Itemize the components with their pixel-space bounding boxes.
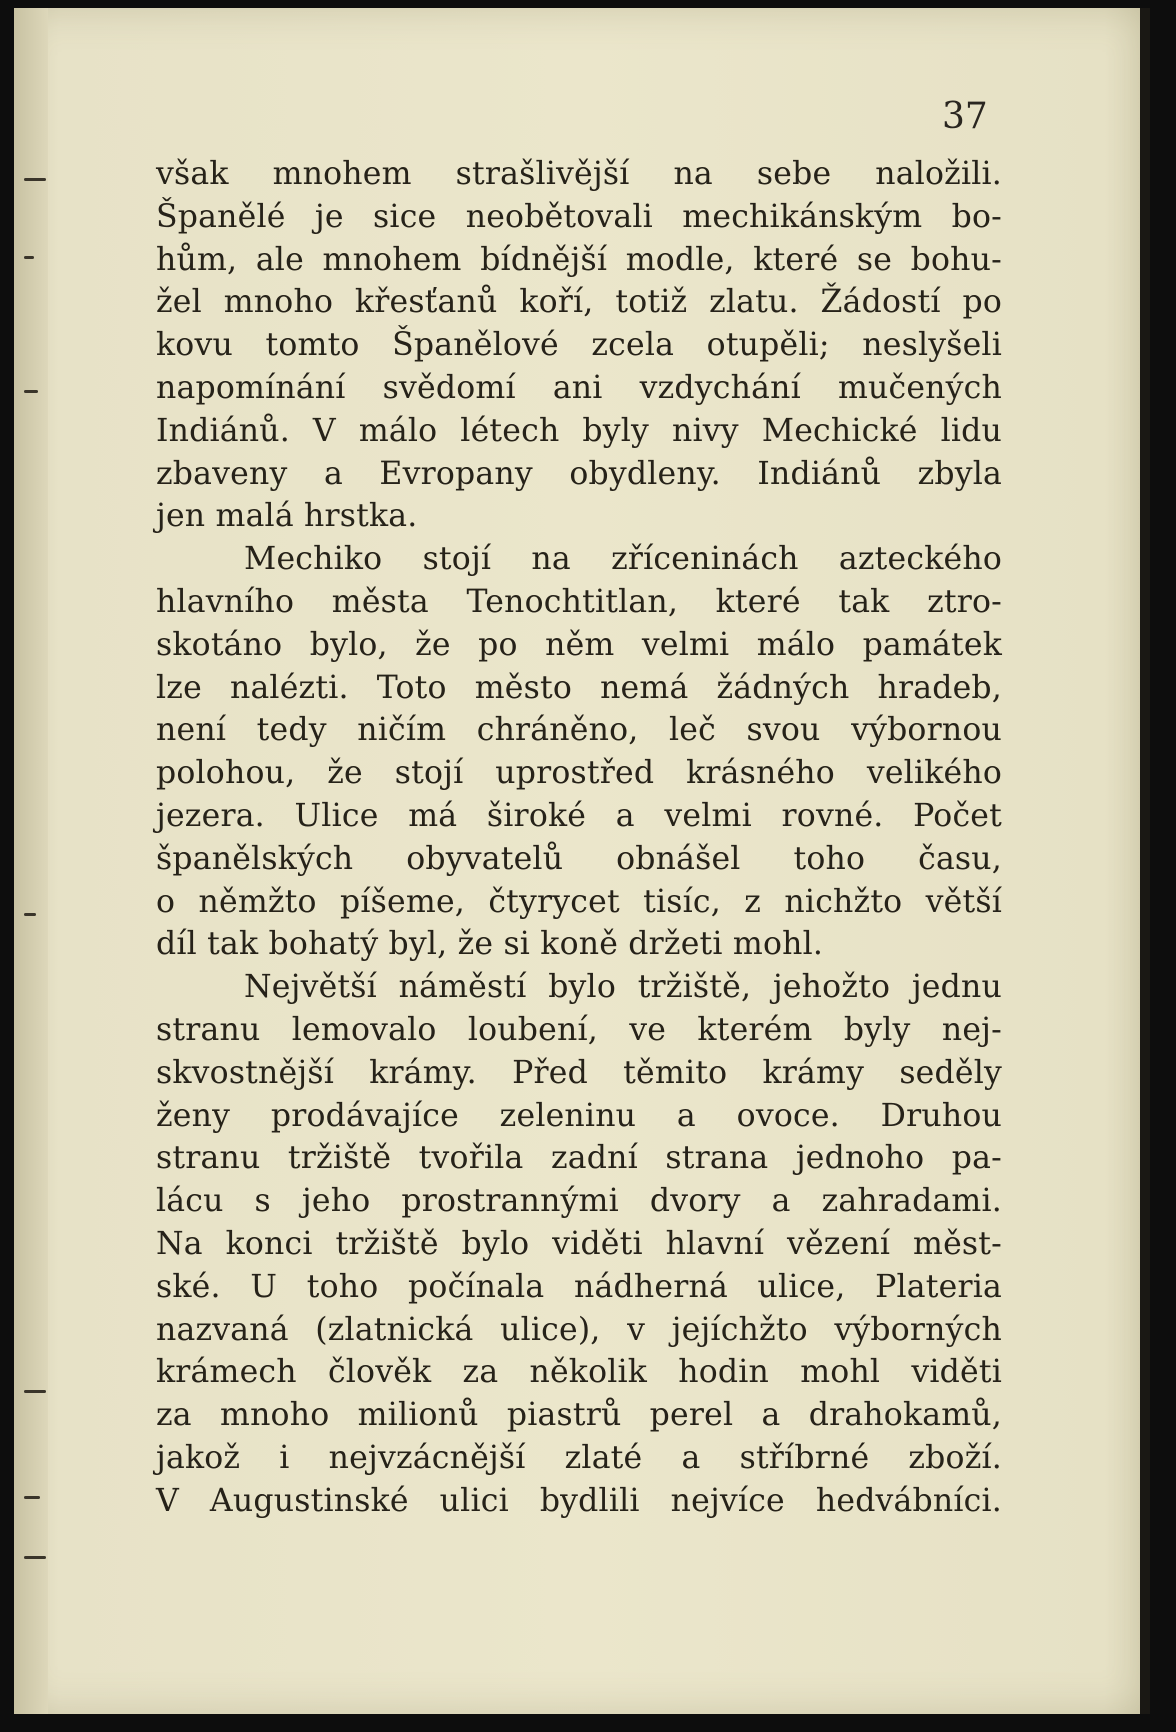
text-line: kovu tomto Španělové zcela otupěli; neslyšeli <box>156 327 1002 364</box>
page-number: 37 <box>942 96 988 137</box>
text-line: stranu lemovalo loubení, ve kterém byly nej- <box>156 1011 1002 1048</box>
text-line: hům, ale mnohem bídnější modle, které se bohu- <box>156 241 1002 278</box>
text-line: ženy prodávajíce zeleninu a ovoce. Druhou <box>156 1097 1002 1134</box>
binding-mark <box>24 256 34 259</box>
text-line: za mnoho milionů piastrů perel a drahokamů, <box>156 1397 1002 1434</box>
text-line: ské. U toho počínala nádherná ulice, Plateria <box>156 1268 1002 1305</box>
binding-mark <box>24 1556 46 1559</box>
text-line: o němžto píšeme, čtyrycet tisíc, z nichžto větší <box>156 883 1002 920</box>
text-line: krámech člověk za několik hodin mohl viděti <box>156 1354 1002 1391</box>
text-line: Největší náměstí bylo tržiště, jehožto jednu <box>244 969 1002 1006</box>
text-line: není tedy ničím chráněno, leč svou výbornou <box>156 712 1002 749</box>
binding-mark <box>24 1390 46 1393</box>
text-line: však mnohem strašlivější na sebe naložili. <box>156 156 1002 192</box>
text-line: španělských obyvatelů obnášel toho času, <box>156 840 1002 877</box>
text-line: V Augustinské ulici bydlili nejvíce hedvábníci. <box>156 1482 1002 1519</box>
text-line: Na konci tržiště bylo viděti hlavní vězení měst- <box>156 1225 1002 1262</box>
body-text <box>156 153 1002 1523</box>
book-page <box>14 8 1150 1714</box>
text-line: jen malá hrstka. <box>156 498 418 535</box>
text-line: polohou, že stojí uprostřed krásného velikého <box>156 755 1002 792</box>
binding-mark <box>24 913 36 916</box>
text-line: hlavního města Tenochtitlan, které tak ztro- <box>156 583 1002 620</box>
text-line: Španělé je sice neobětovali mechikánským bo- <box>156 198 1002 235</box>
binding-mark <box>24 1496 40 1499</box>
text-line: díl tak bohatý byl, že si koně držeti mohl. <box>156 926 824 963</box>
text-line: zbaveny a Evropany obydleny. Indiánů zbyla <box>156 455 1002 492</box>
binding-mark <box>24 390 38 393</box>
text-line: žel mnoho křesťanů koří, totiž zlatu. Žádostí po <box>156 284 1002 321</box>
text-line: Indiánů. V málo létech byly nivy Mechické lidu <box>156 412 1002 449</box>
binding-mark <box>24 178 46 181</box>
page-edge-shadow <box>1140 8 1150 1714</box>
text-line: skvostnější krámy. Před těmito krámy seděly <box>156 1054 1002 1091</box>
text-line: napomínání svědomí ani vzdychání mučených <box>156 369 1002 406</box>
text-line: nazvaná (zlatnická ulice), v jejíchžto výborných <box>156 1311 1002 1348</box>
text-line: skotáno bylo, že po něm velmi málo památek <box>156 626 1002 663</box>
text-line: lácu s jeho prostrannými dvory a zahradami. <box>156 1183 1002 1220</box>
text-line: stranu tržiště tvořila zadní strana jednoho pa- <box>156 1140 1002 1177</box>
text-line: jezera. Ulice má široké a velmi rovné. Počet <box>156 797 1002 834</box>
page-gutter <box>14 8 48 1714</box>
text-line: jakož i nejvzácnější zlaté a stříbrné zboží. <box>156 1439 1002 1476</box>
text-line: Mechiko stojí na zříceninách azteckého <box>244 541 1002 578</box>
text-line: lze nalézti. Toto město nemá žádných hradeb, <box>156 669 1002 706</box>
